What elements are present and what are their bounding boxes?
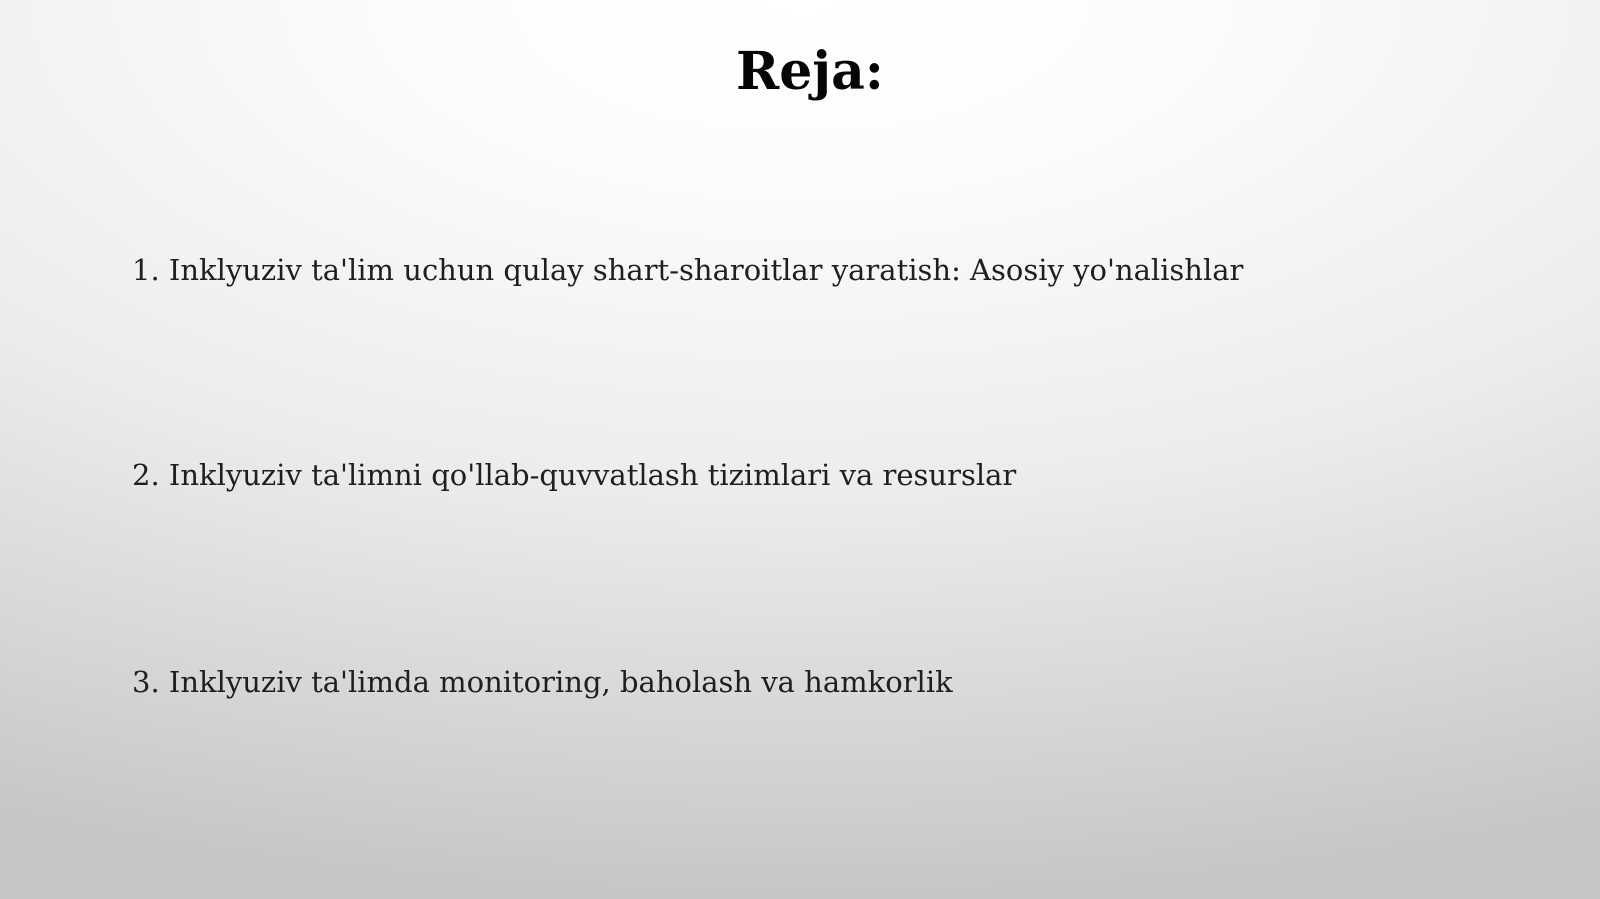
plan-item-3: 3. Inklyuziv ta'limda monitoring, baholash va hamkorlik: [132, 665, 953, 699]
plan-item-2: 2. Inklyuziv ta'limni qo'llab-quvvatlash tizimlari va resurslar: [132, 458, 1017, 492]
plan-item-1: 1. Inklyuziv ta'lim uchun qulay shart-sharoitlar yaratish: Asosiy yo'nalishlar: [132, 253, 1244, 287]
slide-title: Reja:: [735, 41, 884, 102]
